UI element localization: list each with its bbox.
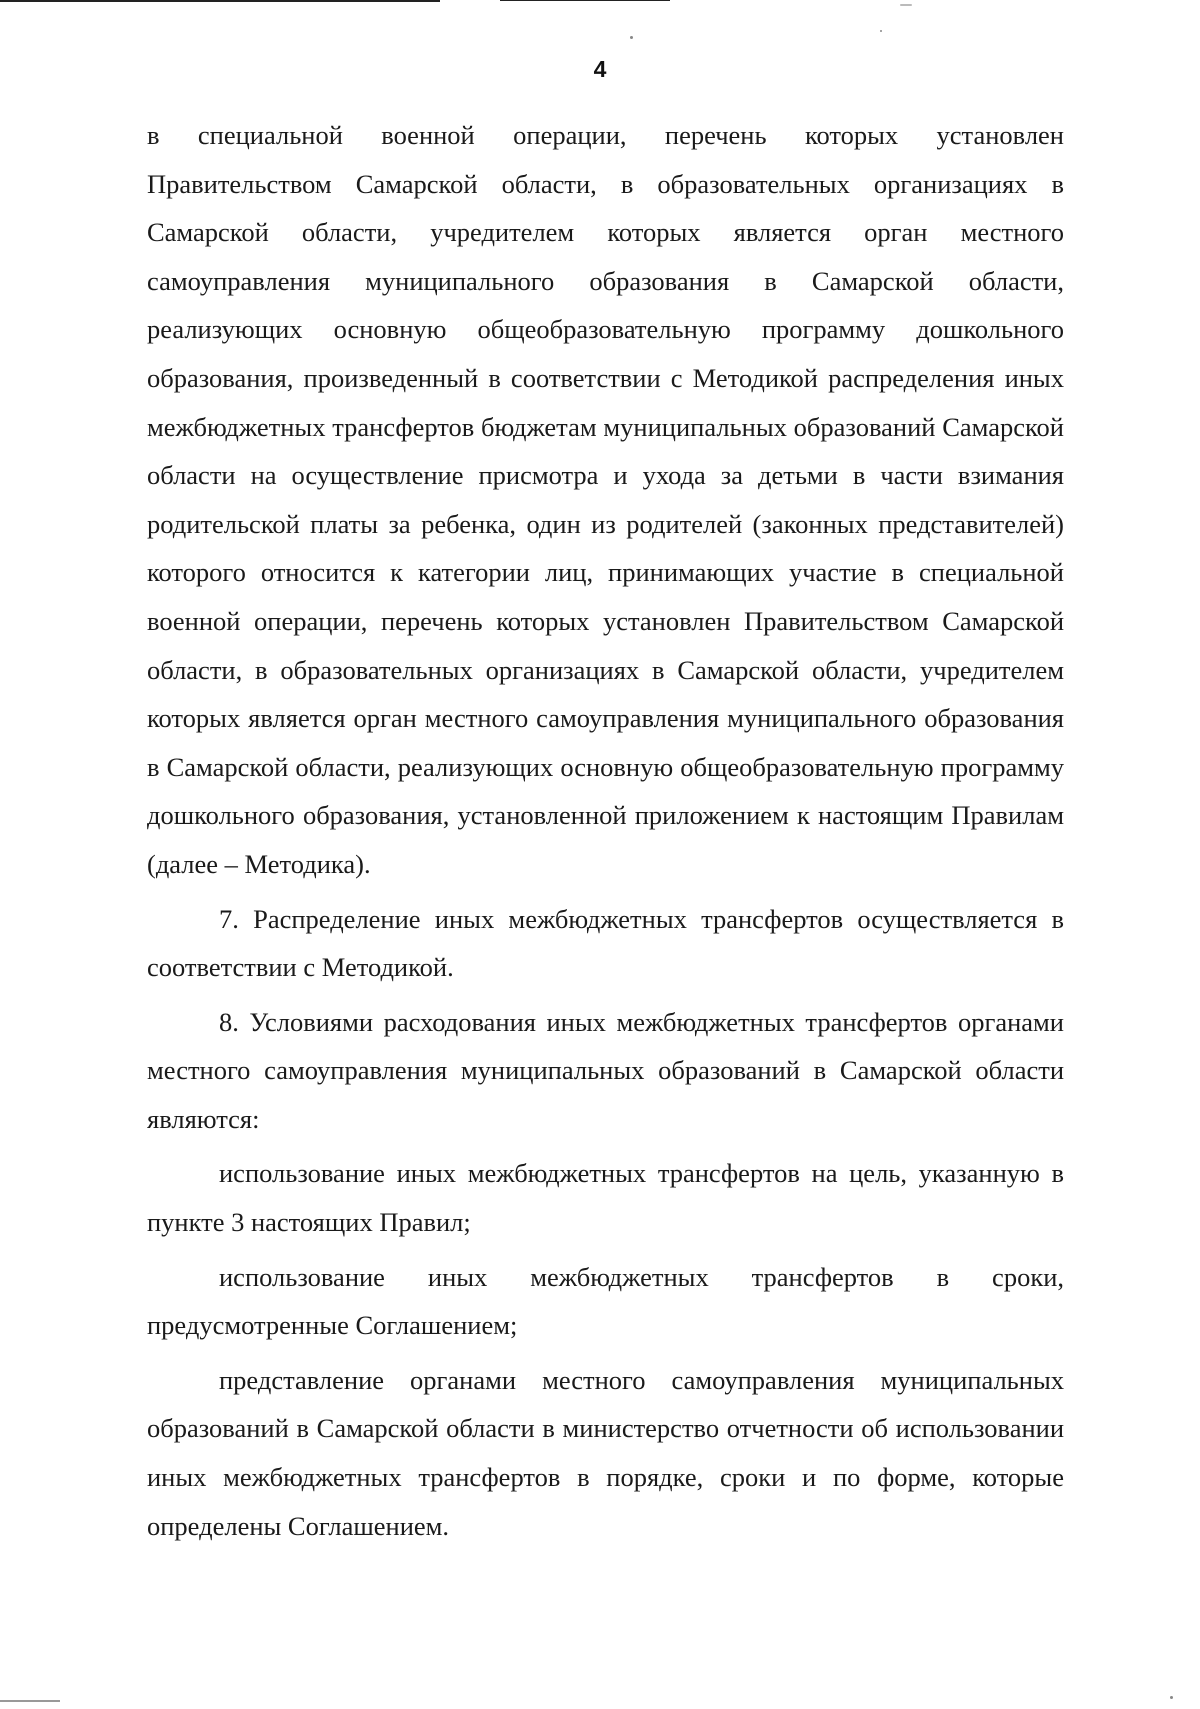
- scan-speck: [630, 36, 633, 39]
- scan-speck: [0, 1700, 60, 1702]
- scan-speck: [900, 4, 912, 6]
- scan-speck: [1170, 1696, 1173, 1699]
- paragraph-condition-3: представление органами местного самоуправления муниципальных образований в Самарской области в министерство отчетности об использовании иных межбюджетных трансфертов в порядке, сроки и по форме, которые определены Соглашением.: [147, 1364, 1064, 1541]
- scan-artifact-line: [500, 0, 670, 1]
- page-number: 4: [593, 56, 607, 82]
- paragraph-item-7: 7. Распределение иных межбюджетных трансфертов осуществляется в соответствии с Методикой.: [147, 903, 1064, 983]
- paragraph-condition-1: использование иных межбюджетных трансфертов на цель, указанную в пункте 3 настоящих Правил;: [147, 1158, 1064, 1238]
- paragraph-condition-2: использование иных межбюджетных трансфертов в сроки, предусмотренные Соглашением;: [147, 1261, 1064, 1341]
- scan-artifact-line: [0, 0, 440, 2]
- paragraph-item-8: 8. Условиями расходования иных межбюджетных трансфертов органами местного самоуправления муниципальных образований в Самарской области являются:: [147, 1006, 1064, 1134]
- scan-speck: [880, 30, 882, 32]
- document-body: [147, 111, 1064, 1550]
- paragraph-continuation: в специальной военной операции, перечень которых установлен Правительством Самарской области, в образовательных организациях в Самарской области, учредителем которых является орган местного самоуправления муниципального образования в Самарской области, реализующих основную общеобразовательную программу дошкольного образования, произведенный в соответствии с Методикой распределения иных межбюджетных трансфертов бюджетам муниципальных образований Самарской области на осуществление присмотра и ухода за детьми в части взимания родительской платы за ребенка, один из родителей (законных представителей) которого относится к категории лиц, принимающих участие в специальной военной операции, перечень которых установлен Правительством Самарской области, в образовательных организациях в Самарской области, учредителем которых является орган местного самоуправления муниципального образования в Самарской области, реализующих основную общеобразовательную программу дошкольного образования, установленной приложением к настоящим Правилам (далее – Методика).: [147, 120, 1064, 879]
